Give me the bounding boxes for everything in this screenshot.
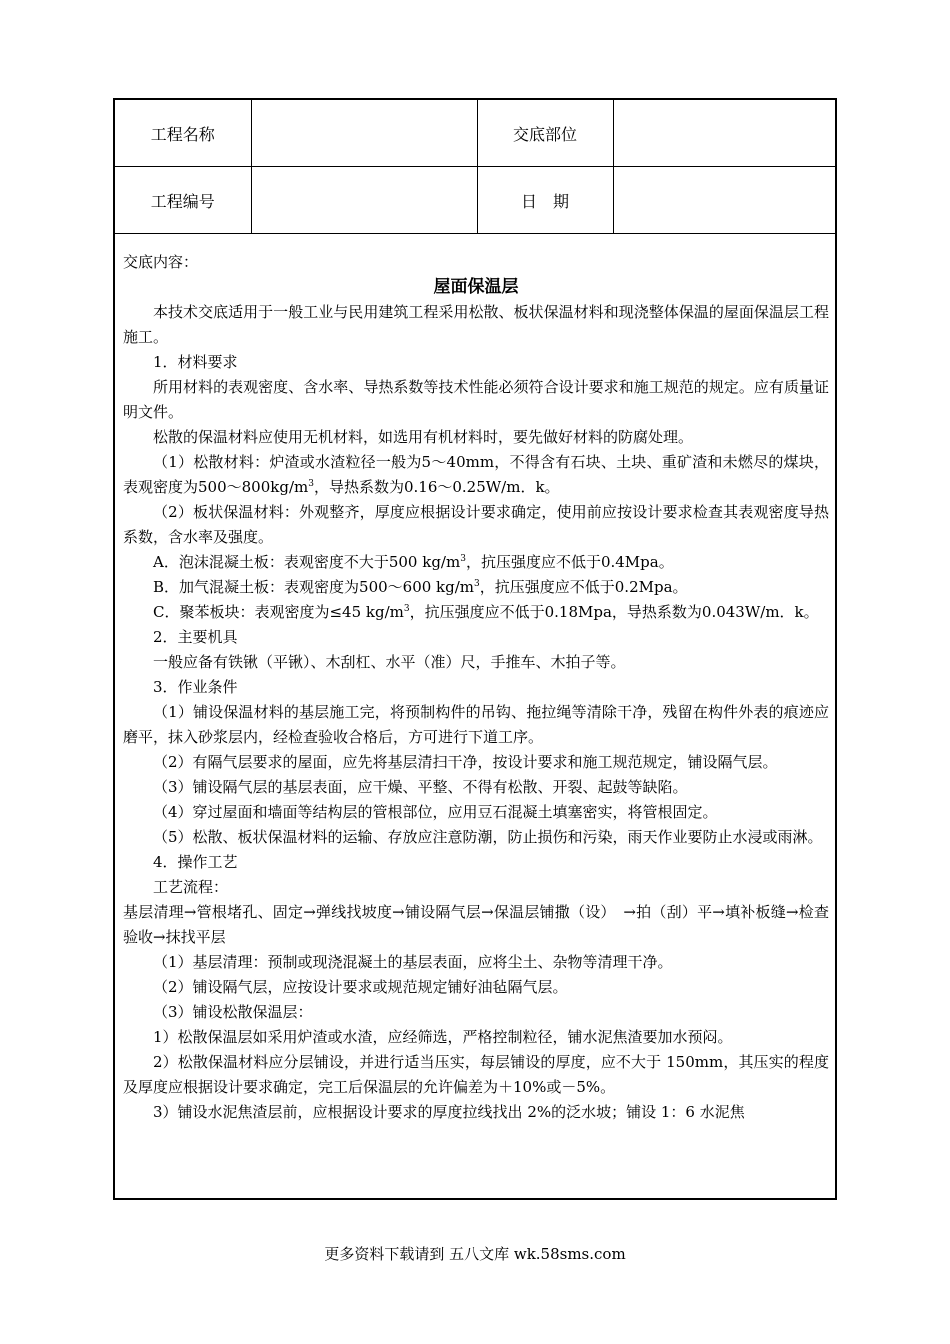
disclosure-content [123,250,829,1125]
superscript: 3 [474,579,480,589]
paragraph [123,575,829,600]
process-flow: 基层清理→管根堵孔、固定→弹线找坡度→铺设隔气层→保温层铺撒（设） →拍（刮）平→填补板缝→检查验收→抹找平层 [123,903,829,946]
paragraph: 3）铺设水泥焦渣层前，应根据设计要求的厚度拉线找出 2%的泛水坡；铺设 1：6 水泥焦 [153,1103,745,1121]
paragraph: （3）铺设松散保温层： [153,1003,313,1021]
project-name-field[interactable] [251,100,477,167]
heading-tools: 2．主要机具 [153,628,238,646]
text: ，抗压强度应不低于0.18Mpa，导热系数为0.043W/m．k。 [409,603,819,621]
project-no-label: 工程编号 [115,167,251,234]
paragraph: （1）基层清理：预制或现浇混凝土的基层表面，应将尘土、杂物等清理干净。 [153,953,673,971]
paragraph: 一般应备有铁锹（平锹）、木刮杠、水平（准）尺，手推车、木拍子等。 [153,653,626,671]
paragraph: 本技术交底适用于一般工业与民用建筑工程采用松散、板状保温材料和现浇整体保温的屋面保温层工程施工。 [123,303,829,346]
paragraph: 2）松散保温材料应分层铺设，并进行适当压实，每层铺设的厚度，应不大于 150mm，其压实的程度及厚度应根据设计要求确定，完工后保温层的允许偏差为＋10%或－5%。 [123,1053,829,1096]
section-title: 屋面保温层 [433,277,519,297]
project-no-field[interactable] [251,167,477,234]
superscript: 3 [403,604,410,614]
disclosure-form [113,98,837,1200]
content-label: 交底内容： [123,253,199,271]
heading-materials: 1．材料要求 [153,353,238,371]
paragraph [123,600,829,625]
superscript: 3 [308,479,314,489]
paragraph [123,450,829,500]
paragraph: （2）板状保温材料：外观整齐，厚度应根据设计要求确定，使用前应按设计要求检查其表观密度导热系数，含水率及强度。 [123,503,829,546]
header-row [115,167,835,234]
superscript: 3 [460,554,466,564]
paragraph: （5）松散、板状保温材料的运输、存放应注意防潮，防止损伤和污染，雨天作业要防止水浸或雨淋。 [153,828,823,846]
heading-conditions: 3．作业条件 [153,678,238,696]
paragraph: （2）有隔气层要求的屋面，应先将基层清扫干净，按设计要求和施工规范规定，铺设隔气层。 [153,753,778,771]
footer-link[interactable]: 更多资料下载请到 五八文库 wk.58sms.com [324,1245,626,1263]
header-row [115,100,835,167]
paragraph: 所用材料的表观密度、含水率、导热系数等技术性能必须符合设计要求和施工规范的规定。应有质量证明文件。 [123,378,829,421]
text: B．加气混凝土板：表观密度为500～600 kg/m [153,578,475,596]
paragraph: （1）铺设保温材料的基层施工完，将预制构件的吊钩、拖拉绳等清除干净，残留在构件外表的痕迹应磨平，抹入砂浆层内，经检查验收合格后，方可进行下道工序。 [123,703,829,746]
paragraph: （3）铺设隔气层的基层表面，应干燥、平整、不得有松散、开裂、起鼓等缺陷。 [153,778,688,796]
text: C．聚苯板块：表观密度为≤45 kg/m [153,603,404,621]
date-label: 日 期 [477,167,613,234]
text: （1）松散材料：炉渣或水渣粒径一般为5～40mm，不得含有石块、土块、重矿渣和未燃尽的煤块，表观密度为500～800kg/m [123,453,829,496]
text: ，导热系数为0.16～0.25W/m．k。 [313,478,560,496]
heading-process: 4．操作工艺 [153,853,238,871]
date-field[interactable] [613,167,835,234]
text: ，抗压强度应不低于0.2Mpa。 [479,578,688,596]
text: A．泡沫混凝土板：表观密度不大于500 kg/m [153,553,461,571]
text: ，抗压强度应不低于0.4Mpa。 [465,553,674,571]
project-name-label: 工程名称 [115,100,251,167]
paragraph [123,550,829,575]
paragraph: 工艺流程： [153,878,229,896]
paragraph: 1）松散保温层如采用炉渣或水渣，应经筛选，严格控制粒径，铺水泥焦渣要加水预闷。 [153,1028,733,1046]
paragraph: （2）铺设隔气层，应按设计要求或规范规定铺好油毡隔气层。 [153,978,568,996]
paragraph: 松散的保温材料应使用无机材料，如选用有机材料时，要先做好材料的防腐处理。 [153,428,694,446]
location-label: 交底部位 [477,100,613,167]
location-field[interactable] [613,100,835,167]
header-table [115,100,835,234]
paragraph: （4）穿过屋面和墙面等结构层的管根部位，应用豆石混凝土填塞密实，将管根固定。 [153,803,718,821]
